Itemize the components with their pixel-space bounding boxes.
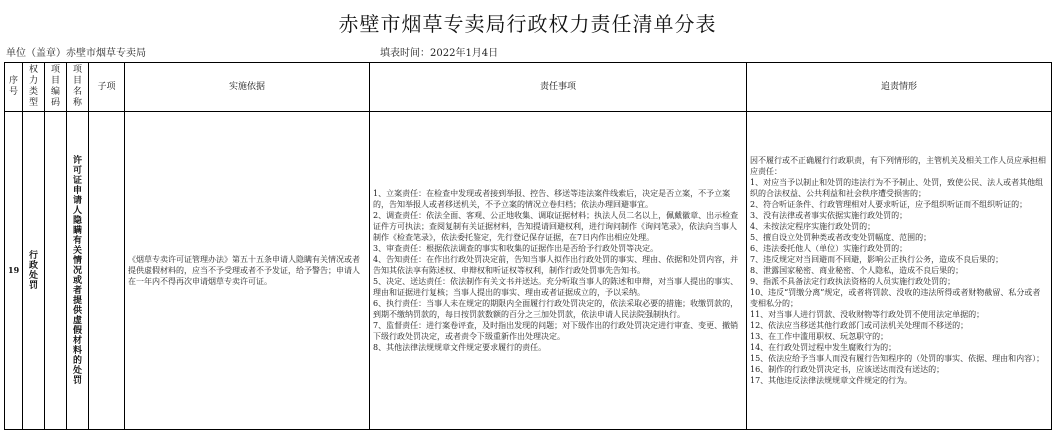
- row-sub-item: [89, 112, 125, 430]
- item-name-text: 许可证申请人隐瞒有关情况或者提供虚假材料的处罚: [72, 155, 82, 386]
- duty-item: 4、告知责任：在作出行政处罚决定前，告知当事人拟作出行政处罚的事实、理由、依据和处罚内容，并告知其依法享有陈述权、申辩权和听证权等权利，制作行政处罚事先告知书。: [373, 255, 739, 275]
- header-duties: 责任事项: [370, 63, 747, 112]
- duty-item: 2、调查责任：依法全面、客观、公正地收集、调取证据材料；执法人员二名以上，佩戴徽章、出示检查证件方可执法；查阅复制有关证据材料，告知提请回避权利，进行询问制作《询问笔录》，依法向当事人制作《检查笔录》，依法委托鉴定，先行登记保存证据，在7日内作出相应处理。: [373, 211, 739, 242]
- accountability-item: 7、违反规定对当回避而不回避，影响公正执行公务，造成不良后果的；: [750, 255, 1004, 264]
- document-title: 赤壁市烟草专卖局行政权力责任清单分表: [338, 12, 717, 36]
- header-item-name: 项目名称: [67, 63, 89, 112]
- header-power-type: 权力类型: [23, 63, 45, 112]
- header-seq: 序号: [5, 63, 23, 112]
- header-basis: 实施依据: [125, 63, 370, 112]
- duty-item: 5、决定、送达责任：依法制作有关文书并送达。充分听取当事人的陈述和申辩，对当事人提出的事实、理由和证据进行复核；当事人提出的事实、理由或者证据成立的，予以采纳。: [373, 277, 739, 297]
- header-accountability: 追责情形: [747, 63, 1052, 112]
- accountability-item: 6、违法委托他人（单位）实施行政处罚的；: [750, 244, 908, 253]
- accountability-item: 10、违反“罚缴分离”规定，或者将罚款、没收的违法所得或者财物截留、私分或者变相私分的；: [750, 288, 1041, 308]
- unit-label: 单位（盖章）赤壁市烟草专卖局: [6, 48, 146, 59]
- accountability-item: 8、泄露国家秘密、商业秘密、个人隐私，造成不良后果的；: [750, 266, 964, 275]
- accountability-item: 2、符合听证条件、行政管理相对人要求听证，应予组织听证而不组织听证的；: [750, 200, 1028, 209]
- accountability-item: 5、擅自设立处罚种类或者改变处罚幅度、范围的；: [750, 233, 932, 242]
- accountability-item: 14、在行政处罚过程中发生腐败行为的；: [750, 343, 897, 352]
- row-item-name: [67, 112, 89, 430]
- accountability-item: 3、没有法律或者事实依据实施行政处罚的；: [750, 211, 908, 220]
- accountability-item: 9、指派不具备法定行政执法资格的人员实施行政处罚的；: [750, 277, 956, 286]
- accountability-item: 16、制作的行政处罚决定书，应该送达而没有送达的；: [750, 365, 945, 374]
- accountability-item: 11、对当事人进行罚款、没收财物等行政处罚不使用法定单据的；: [750, 310, 985, 319]
- table-header-row: [5, 63, 1052, 112]
- accountability-item: 1、对应当予以制止和处罚的违法行为不予制止、处罚，致使公民、法人或者其他组织的合法权益、公共利益和社会秩序遭受损害的；: [750, 178, 1044, 198]
- row-seq: 19: [5, 112, 23, 430]
- accountability-item: 17、其他违反法律法规规章文件规定的行为。: [750, 376, 913, 385]
- table-row: [5, 112, 1052, 430]
- accountability-item: 12、依法应当移送其他行政部门或司法机关处理而不移送的；: [750, 321, 969, 330]
- duty-item: 6、执行责任：当事人未在规定的期限内全面履行行政处罚决定的，依法采取必要的措施；收缴罚款的，到期不缴纳罚款的，每日按罚款数额的百分之三加处罚款，依法申请人民法院强制执行。: [373, 299, 739, 319]
- accountability-item: 15、依法应给予当事人而没有履行告知程序的（处罚的事实、依据、理由和内容）；: [750, 354, 1045, 363]
- duty-item: 7、监督责任：进行案卷评查，及时指出发现的问题；对下级作出的行政处罚决定进行审查、变更、撤销下级行政处罚决定，或者责令下级重新作出处理决定。: [373, 321, 739, 341]
- row-accountability: [747, 112, 1052, 430]
- row-duties: [370, 112, 747, 430]
- duty-item: 3、审查责任：根据依法调查的事实和收集的证据作出是否给予行政处罚等决定。: [373, 244, 659, 253]
- duty-item: 1、立案责任：在检查中发现或者接到举报、控告、移送等违法案件线索后，决定是否立案，不予立案的，告知举报人或者移送机关，不予立案的情况立卷归档；依法办理回避事宜。: [373, 189, 731, 209]
- row-power-type: [23, 112, 45, 430]
- accountability-intro: 因不履行或不正确履行行政职责，有下列情形的，主管机关及相关工作人员应承担相应责任：: [750, 156, 1046, 176]
- accountability-item: 13、在工作中滥用职权、玩忽职守的；: [750, 332, 889, 341]
- power-type-text: 行政处罚: [28, 250, 38, 291]
- header-item-code: 项目编码: [45, 63, 67, 112]
- row-basis: 《烟草专卖许可证管理办法》第五十五条申请人隐瞒有关情况或者提供虚假材料的，应当不予受理或者不予发证，给予警告；申请人在一年内不得再次申请烟草专卖许可证。: [125, 112, 370, 430]
- header-sub-item: 子项: [89, 63, 125, 112]
- row-item-code: [45, 112, 67, 430]
- responsibility-table: [4, 62, 1052, 430]
- duty-item: 8、其他法律法规规章文件规定要求履行的责任。: [373, 343, 547, 352]
- fill-date-label: 填表时间：2022年1月4日: [380, 48, 499, 59]
- accountability-item: 4、未按法定程序实施行政处罚的；: [750, 222, 876, 231]
